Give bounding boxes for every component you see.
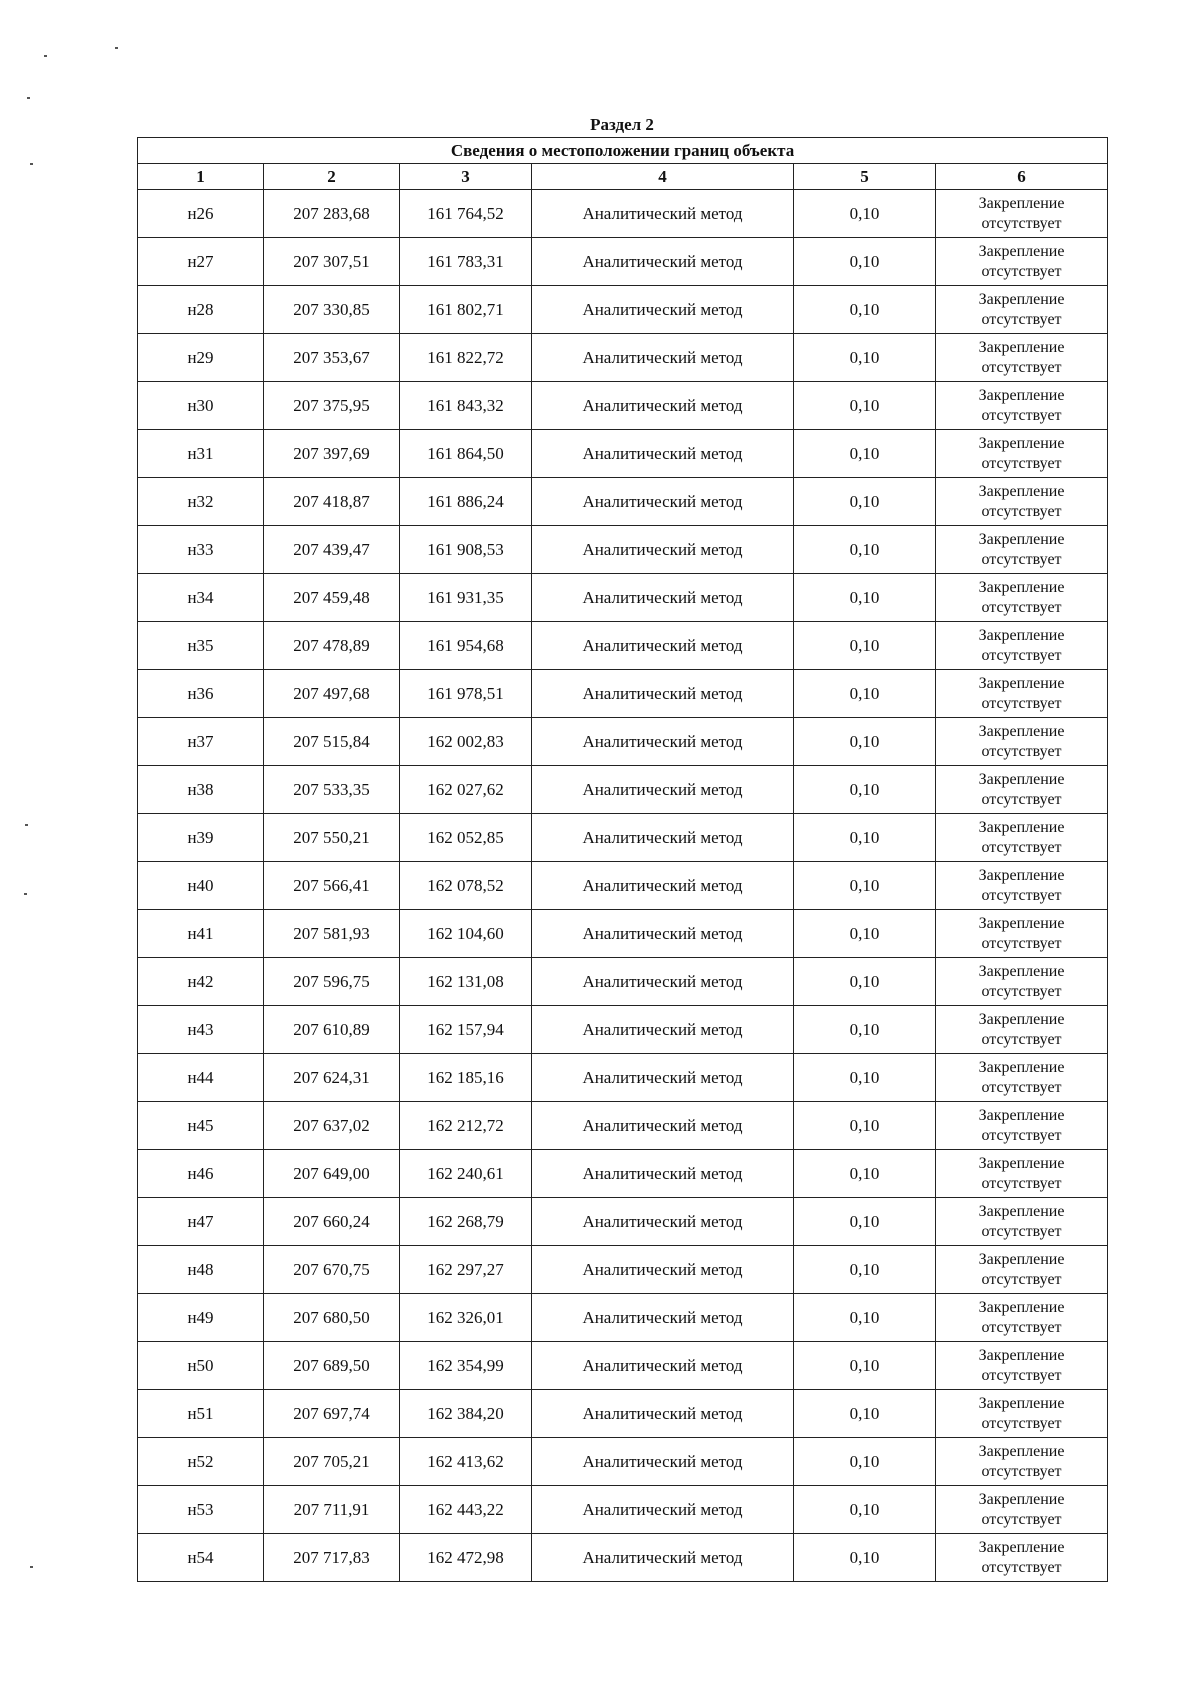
table-row [138, 382, 1108, 430]
fixation-line-2: отсутствует [981, 1510, 1062, 1528]
fixation-line-1: Закрепление [978, 914, 1065, 932]
x-coordinate-cell: 207 610,89 [264, 1006, 400, 1054]
fixation-line-2: отсутствует [981, 262, 1062, 280]
fixation-line-1: Закрепление [978, 1394, 1065, 1412]
boundary-coordinates-table [137, 137, 1108, 1582]
accuracy-cell: 0,10 [794, 334, 936, 382]
x-coordinate-cell: 207 637,02 [264, 1102, 400, 1150]
fixation-line-2: отсутствует [981, 982, 1062, 1000]
table-row [138, 286, 1108, 334]
x-coordinate-cell: 207 717,83 [264, 1534, 400, 1582]
table-row [138, 1150, 1108, 1198]
fixation-line-1: Закрепление [978, 770, 1065, 788]
fixation-line-1: Закрепление [978, 962, 1065, 980]
y-coordinate-cell: 161 954,68 [400, 622, 532, 670]
table-row [138, 190, 1108, 238]
table-row [138, 1006, 1108, 1054]
point-name-cell: н37 [138, 718, 264, 766]
point-name-cell: н52 [138, 1438, 264, 1486]
fixation-cell [936, 190, 1108, 238]
fixation-cell [936, 1534, 1108, 1582]
table-row [138, 1198, 1108, 1246]
y-coordinate-cell: 162 384,20 [400, 1390, 532, 1438]
table-row [138, 670, 1108, 718]
method-cell: Аналитический метод [532, 1486, 794, 1534]
method-cell: Аналитический метод [532, 1342, 794, 1390]
fixation-line-2: отсутствует [981, 1414, 1062, 1432]
fixation-line-1: Закрепление [978, 1442, 1065, 1460]
fixation-line-1: Закрепление [978, 818, 1065, 836]
fixation-cell [936, 334, 1108, 382]
table-row [138, 1438, 1108, 1486]
x-coordinate-cell: 207 596,75 [264, 958, 400, 1006]
fixation-cell [936, 1246, 1108, 1294]
method-cell: Аналитический метод [532, 334, 794, 382]
point-name-cell: н44 [138, 1054, 264, 1102]
method-cell: Аналитический метод [532, 622, 794, 670]
method-cell: Аналитический метод [532, 1246, 794, 1294]
point-name-cell: н48 [138, 1246, 264, 1294]
fixation-line-1: Закрепление [978, 434, 1065, 452]
method-cell: Аналитический метод [532, 526, 794, 574]
fixation-cell [936, 382, 1108, 430]
point-name-cell: н45 [138, 1102, 264, 1150]
point-name-cell: н27 [138, 238, 264, 286]
column-number: 6 [936, 164, 1108, 190]
table-row [138, 1486, 1108, 1534]
fixation-line-2: отсутствует [981, 790, 1062, 808]
fixation-cell [936, 718, 1108, 766]
fixation-cell [936, 1438, 1108, 1486]
method-cell: Аналитический метод [532, 670, 794, 718]
accuracy-cell: 0,10 [794, 478, 936, 526]
accuracy-cell: 0,10 [794, 574, 936, 622]
fixation-cell [936, 814, 1108, 862]
fixation-cell [936, 286, 1108, 334]
fixation-line-2: отсутствует [981, 1558, 1062, 1576]
fixation-line-1: Закрепление [978, 1538, 1065, 1556]
fixation-line-2: отсутствует [981, 1030, 1062, 1048]
y-coordinate-cell: 162 078,52 [400, 862, 532, 910]
point-name-cell: н42 [138, 958, 264, 1006]
table-row [138, 1294, 1108, 1342]
method-cell: Аналитический метод [532, 766, 794, 814]
table-row [138, 910, 1108, 958]
point-name-cell: н28 [138, 286, 264, 334]
method-cell: Аналитический метод [532, 286, 794, 334]
x-coordinate-cell: 207 697,74 [264, 1390, 400, 1438]
point-name-cell: н43 [138, 1006, 264, 1054]
point-name-cell: н29 [138, 334, 264, 382]
table-row [138, 238, 1108, 286]
y-coordinate-cell: 161 864,50 [400, 430, 532, 478]
table-row [138, 334, 1108, 382]
table-row [138, 1246, 1108, 1294]
method-cell: Аналитический метод [532, 1150, 794, 1198]
y-coordinate-cell: 162 185,16 [400, 1054, 532, 1102]
point-name-cell: н35 [138, 622, 264, 670]
fixation-line-2: отсутствует [981, 694, 1062, 712]
fixation-line-2: отсутствует [981, 214, 1062, 232]
fixation-cell [936, 1342, 1108, 1390]
column-number: 5 [794, 164, 936, 190]
fixation-line-1: Закрепление [978, 1490, 1065, 1508]
fixation-cell [936, 430, 1108, 478]
method-cell: Аналитический метод [532, 814, 794, 862]
fixation-line-2: отсутствует [981, 406, 1062, 424]
accuracy-cell: 0,10 [794, 718, 936, 766]
x-coordinate-cell: 207 497,68 [264, 670, 400, 718]
method-cell: Аналитический метод [532, 1438, 794, 1486]
y-coordinate-cell: 162 131,08 [400, 958, 532, 1006]
x-coordinate-cell: 207 581,93 [264, 910, 400, 958]
point-name-cell: н40 [138, 862, 264, 910]
point-name-cell: н26 [138, 190, 264, 238]
point-name-cell: н34 [138, 574, 264, 622]
table-row [138, 1102, 1108, 1150]
fixation-line-2: отсутствует [981, 1462, 1062, 1480]
accuracy-cell: 0,10 [794, 430, 936, 478]
column-number: 3 [400, 164, 532, 190]
y-coordinate-cell: 161 886,24 [400, 478, 532, 526]
accuracy-cell: 0,10 [794, 1342, 936, 1390]
fixation-line-2: отсутствует [981, 886, 1062, 904]
fixation-line-2: отсутствует [981, 1366, 1062, 1384]
fixation-cell [936, 670, 1108, 718]
method-cell: Аналитический метод [532, 1006, 794, 1054]
fixation-line-2: отсутствует [981, 1270, 1062, 1288]
accuracy-cell: 0,10 [794, 526, 936, 574]
x-coordinate-cell: 207 624,31 [264, 1054, 400, 1102]
point-name-cell: н36 [138, 670, 264, 718]
column-number: 2 [264, 164, 400, 190]
method-cell: Аналитический метод [532, 958, 794, 1006]
x-coordinate-cell: 207 375,95 [264, 382, 400, 430]
method-cell: Аналитический метод [532, 574, 794, 622]
table-row [138, 766, 1108, 814]
fixation-line-2: отсутствует [981, 646, 1062, 664]
accuracy-cell: 0,10 [794, 1102, 936, 1150]
y-coordinate-cell: 162 157,94 [400, 1006, 532, 1054]
y-coordinate-cell: 162 354,99 [400, 1342, 532, 1390]
fixation-cell [936, 238, 1108, 286]
point-name-cell: н51 [138, 1390, 264, 1438]
fixation-line-1: Закрепление [978, 1154, 1065, 1172]
point-name-cell: н31 [138, 430, 264, 478]
fixation-cell [936, 1054, 1108, 1102]
fixation-line-2: отсутствует [981, 934, 1062, 952]
fixation-line-2: отсутствует [981, 1126, 1062, 1144]
x-coordinate-cell: 207 459,48 [264, 574, 400, 622]
x-coordinate-cell: 207 533,35 [264, 766, 400, 814]
x-coordinate-cell: 207 566,41 [264, 862, 400, 910]
y-coordinate-cell: 162 472,98 [400, 1534, 532, 1582]
y-coordinate-cell: 161 843,32 [400, 382, 532, 430]
point-name-cell: н54 [138, 1534, 264, 1582]
accuracy-cell: 0,10 [794, 766, 936, 814]
scan-speck [30, 1566, 33, 1568]
scan-speck [24, 893, 27, 895]
table-row [138, 478, 1108, 526]
table-row [138, 1534, 1108, 1582]
fixation-cell [936, 958, 1108, 1006]
method-cell: Аналитический метод [532, 430, 794, 478]
y-coordinate-cell: 161 783,31 [400, 238, 532, 286]
point-name-cell: н33 [138, 526, 264, 574]
x-coordinate-cell: 207 660,24 [264, 1198, 400, 1246]
point-name-cell: н53 [138, 1486, 264, 1534]
accuracy-cell: 0,10 [794, 670, 936, 718]
fixation-line-1: Закрепление [978, 242, 1065, 260]
accuracy-cell: 0,10 [794, 622, 936, 670]
fixation-line-1: Закрепление [978, 1298, 1065, 1316]
method-cell: Аналитический метод [532, 718, 794, 766]
point-name-cell: н30 [138, 382, 264, 430]
fixation-line-1: Закрепление [978, 386, 1065, 404]
method-cell: Аналитический метод [532, 1102, 794, 1150]
method-cell: Аналитический метод [532, 190, 794, 238]
table-row [138, 958, 1108, 1006]
fixation-line-1: Закрепление [978, 578, 1065, 596]
x-coordinate-cell: 207 711,91 [264, 1486, 400, 1534]
fixation-line-1: Закрепление [978, 1106, 1065, 1124]
point-name-cell: н39 [138, 814, 264, 862]
x-coordinate-cell: 207 689,50 [264, 1342, 400, 1390]
x-coordinate-cell: 207 705,21 [264, 1438, 400, 1486]
x-coordinate-cell: 207 439,47 [264, 526, 400, 574]
fixation-cell [936, 1198, 1108, 1246]
y-coordinate-cell: 161 764,52 [400, 190, 532, 238]
scan-speck [30, 163, 33, 165]
accuracy-cell: 0,10 [794, 1150, 936, 1198]
fixation-line-1: Закрепление [978, 338, 1065, 356]
column-number-row [138, 164, 1108, 190]
accuracy-cell: 0,10 [794, 910, 936, 958]
fixation-line-2: отсутствует [981, 838, 1062, 856]
x-coordinate-cell: 207 418,87 [264, 478, 400, 526]
table-body [138, 190, 1108, 1582]
x-coordinate-cell: 207 397,69 [264, 430, 400, 478]
point-name-cell: н46 [138, 1150, 264, 1198]
method-cell: Аналитический метод [532, 910, 794, 958]
fixation-cell [936, 478, 1108, 526]
y-coordinate-cell: 162 240,61 [400, 1150, 532, 1198]
accuracy-cell: 0,10 [794, 1054, 936, 1102]
fixation-cell [936, 1390, 1108, 1438]
accuracy-cell: 0,10 [794, 286, 936, 334]
accuracy-cell: 0,10 [794, 382, 936, 430]
point-name-cell: н49 [138, 1294, 264, 1342]
accuracy-cell: 0,10 [794, 862, 936, 910]
table-row [138, 1390, 1108, 1438]
fixation-line-1: Закрепление [978, 1058, 1065, 1076]
fixation-cell [936, 1486, 1108, 1534]
fixation-line-1: Закрепление [978, 530, 1065, 548]
fixation-line-2: отсутствует [981, 742, 1062, 760]
column-number: 4 [532, 164, 794, 190]
method-cell: Аналитический метод [532, 1390, 794, 1438]
accuracy-cell: 0,10 [794, 1390, 936, 1438]
fixation-cell [936, 622, 1108, 670]
x-coordinate-cell: 207 307,51 [264, 238, 400, 286]
fixation-line-2: отсутствует [981, 310, 1062, 328]
accuracy-cell: 0,10 [794, 1198, 936, 1246]
fixation-line-1: Закрепление [978, 626, 1065, 644]
point-name-cell: н47 [138, 1198, 264, 1246]
y-coordinate-cell: 161 908,53 [400, 526, 532, 574]
accuracy-cell: 0,10 [794, 1246, 936, 1294]
y-coordinate-cell: 162 104,60 [400, 910, 532, 958]
table-row [138, 622, 1108, 670]
fixation-line-2: отсутствует [981, 1174, 1062, 1192]
method-cell: Аналитический метод [532, 1198, 794, 1246]
y-coordinate-cell: 161 802,71 [400, 286, 532, 334]
accuracy-cell: 0,10 [794, 1534, 936, 1582]
method-cell: Аналитический метод [532, 1294, 794, 1342]
point-name-cell: н32 [138, 478, 264, 526]
point-name-cell: н50 [138, 1342, 264, 1390]
fixation-line-2: отсутствует [981, 550, 1062, 568]
x-coordinate-cell: 207 478,89 [264, 622, 400, 670]
fixation-line-2: отсутствует [981, 454, 1062, 472]
fixation-cell [936, 1102, 1108, 1150]
accuracy-cell: 0,10 [794, 1294, 936, 1342]
fixation-cell [936, 526, 1108, 574]
table-row [138, 1342, 1108, 1390]
fixation-line-1: Закрепление [978, 1250, 1065, 1268]
y-coordinate-cell: 162 413,62 [400, 1438, 532, 1486]
table-row [138, 718, 1108, 766]
method-cell: Аналитический метод [532, 1054, 794, 1102]
y-coordinate-cell: 162 443,22 [400, 1486, 532, 1534]
y-coordinate-cell: 162 052,85 [400, 814, 532, 862]
scan-speck [27, 97, 30, 99]
fixation-line-2: отсутствует [981, 1318, 1062, 1336]
method-cell: Аналитический метод [532, 1534, 794, 1582]
scan-speck [115, 47, 118, 49]
table-row [138, 814, 1108, 862]
column-number: 1 [138, 164, 264, 190]
table-row [138, 574, 1108, 622]
method-cell: Аналитический метод [532, 382, 794, 430]
fixation-line-1: Закрепление [978, 722, 1065, 740]
fixation-line-2: отсутствует [981, 358, 1062, 376]
fixation-line-1: Закрепление [978, 1202, 1065, 1220]
fixation-line-1: Закрепление [978, 866, 1065, 884]
scan-speck [44, 55, 47, 57]
y-coordinate-cell: 161 822,72 [400, 334, 532, 382]
accuracy-cell: 0,10 [794, 1438, 936, 1486]
table-row [138, 526, 1108, 574]
y-coordinate-cell: 162 268,79 [400, 1198, 532, 1246]
x-coordinate-cell: 207 649,00 [264, 1150, 400, 1198]
fixation-line-2: отсутствует [981, 1222, 1062, 1240]
accuracy-cell: 0,10 [794, 1006, 936, 1054]
accuracy-cell: 0,10 [794, 958, 936, 1006]
x-coordinate-cell: 207 670,75 [264, 1246, 400, 1294]
y-coordinate-cell: 162 326,01 [400, 1294, 532, 1342]
section-label: Раздел 2 [590, 115, 654, 134]
fixation-cell [936, 862, 1108, 910]
point-name-cell: н41 [138, 910, 264, 958]
fixation-cell [936, 1294, 1108, 1342]
y-coordinate-cell: 161 978,51 [400, 670, 532, 718]
x-coordinate-cell: 207 550,21 [264, 814, 400, 862]
fixation-cell [936, 1150, 1108, 1198]
fixation-cell [936, 766, 1108, 814]
accuracy-cell: 0,10 [794, 814, 936, 862]
fixation-line-1: Закрепление [978, 482, 1065, 500]
method-cell: Аналитический метод [532, 238, 794, 286]
fixation-line-2: отсутствует [981, 502, 1062, 520]
method-cell: Аналитический метод [532, 862, 794, 910]
fixation-cell [936, 574, 1108, 622]
accuracy-cell: 0,10 [794, 238, 936, 286]
fixation-line-1: Закрепление [978, 1346, 1065, 1364]
fixation-cell [936, 910, 1108, 958]
fixation-line-1: Закрепление [978, 1010, 1065, 1028]
table-caption-row [138, 138, 1108, 164]
point-name-cell: н38 [138, 766, 264, 814]
accuracy-cell: 0,10 [794, 1486, 936, 1534]
x-coordinate-cell: 207 353,67 [264, 334, 400, 382]
fixation-line-2: отсутствует [981, 598, 1062, 616]
table-caption: Сведения о местоположении границ объекта [138, 138, 1108, 164]
y-coordinate-cell: 162 027,62 [400, 766, 532, 814]
fixation-line-1: Закрепление [978, 290, 1065, 308]
fixation-line-1: Закрепление [978, 674, 1065, 692]
y-coordinate-cell: 161 931,35 [400, 574, 532, 622]
fixation-line-2: отсутствует [981, 1078, 1062, 1096]
x-coordinate-cell: 207 283,68 [264, 190, 400, 238]
fixation-line-1: Закрепление [978, 194, 1065, 212]
table-row [138, 862, 1108, 910]
y-coordinate-cell: 162 297,27 [400, 1246, 532, 1294]
method-cell: Аналитический метод [532, 478, 794, 526]
table-row [138, 1054, 1108, 1102]
accuracy-cell: 0,10 [794, 190, 936, 238]
y-coordinate-cell: 162 212,72 [400, 1102, 532, 1150]
x-coordinate-cell: 207 330,85 [264, 286, 400, 334]
y-coordinate-cell: 162 002,83 [400, 718, 532, 766]
x-coordinate-cell: 207 515,84 [264, 718, 400, 766]
scan-speck [25, 824, 28, 826]
fixation-cell [936, 1006, 1108, 1054]
table-row [138, 430, 1108, 478]
x-coordinate-cell: 207 680,50 [264, 1294, 400, 1342]
